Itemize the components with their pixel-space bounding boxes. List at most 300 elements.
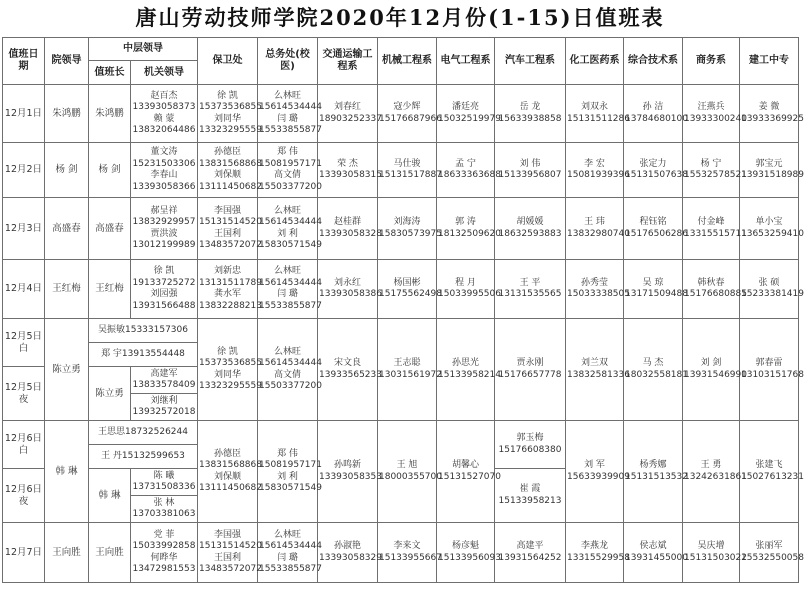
cell-jg [131,85,198,143]
cell-line: 付金峰 [697,217,725,227]
cell-line: 13315515711 [684,228,747,239]
cell-line: 15503377200 [259,181,322,192]
cell-line: 么林旺 [273,205,301,216]
cell-line: 郭春雷 [755,358,783,368]
cell-line: 13393058366 [132,181,196,192]
cell-sw [683,143,747,198]
cell-bw [198,85,262,143]
cell-line: 王 平 [519,277,541,288]
table-row [3,319,799,343]
table-row [3,143,799,198]
cell-dq [437,260,501,319]
cell-jx [378,523,442,583]
cell-line: 刘春红 [333,102,361,112]
cell-hg [566,319,630,421]
cell-line: 15533855877 [259,300,322,311]
cell-line: 15133956093 [438,552,501,563]
cell-line: 15373536855 [199,102,262,112]
cell-line: 15133958213 [498,495,562,506]
cell-line: 15133955667 [379,552,442,563]
cell-line: 赵百杰 [150,90,178,101]
cell-line: 杨国彬 [393,277,421,288]
cell-line: 宋文良 [333,358,361,368]
cell-line: 刘 军 [584,460,605,470]
cell-zbz: 高盛春 [89,198,131,260]
cell-date-day: 12月6日白 [3,421,45,469]
cell-date: 12月7日 [3,523,45,583]
cell-zh [624,421,688,523]
cell-line: 岳 龙 [519,102,541,112]
cell-date: 12月1日 [3,85,45,143]
cell-bw [198,143,262,198]
cell-line: 闫 璐 [277,552,298,563]
cell-dq [437,143,501,198]
cell-line: 高文倩 [273,170,301,180]
cell-zh [624,198,688,260]
cell-line: 13932572018 [132,407,196,417]
cell-line: 13483572072 [199,240,262,250]
cell-line: 13315529958 [567,552,630,563]
cell-jx [378,143,442,198]
header-jiaotong: 交通运输工程系 [318,38,378,85]
cell-jg2 [740,421,804,523]
cell-line: 15614534444 [259,102,322,112]
cell-line: 李 宏 [584,158,605,169]
cell-line: 刘保顺 [213,170,241,180]
cell-line: 15503377200 [259,381,322,391]
cell-dq [437,421,501,523]
cell-jg [131,367,198,394]
cell-line: 陈 曦 [153,470,175,481]
cell-jt [318,260,382,319]
cell-line: 13393058386 [319,289,382,299]
cell-line: 15614534444 [259,358,322,368]
cell-line: 刘海涛 [393,217,421,227]
cell-line: 徐 凯 [217,90,238,101]
cell-qc [495,421,566,469]
cell-line: 13931566488 [132,300,196,311]
cell-line: 刘新忠 [213,266,241,276]
cell-line: 郑 伟 [277,448,298,459]
cell-jt [318,319,382,421]
cell-line: 孙淑艳 [333,541,361,551]
table-row [3,198,799,260]
cell-line: 13933565233 [319,369,382,380]
cell-line: 15032519979 [438,113,501,124]
cell-line: 13653259410 [741,228,804,239]
cell-qc [495,85,566,143]
cell-line: 张 林 [153,497,175,508]
cell-dq [437,523,501,583]
cell-line: 赖 蒙 [153,113,175,124]
table-row [3,85,799,143]
cell-jt [318,143,382,198]
cell-line: 王国利 [213,228,241,239]
cell-line: 闫 璐 [277,289,298,299]
cell-line: 15131503022 [684,552,747,563]
cell-line: 15175562498 [379,289,442,299]
cell-line: 刘兰双 [580,358,608,368]
cell-sw [683,319,747,421]
cell-line: 刘继利 [150,395,178,406]
cell-line: 潘廷亮 [451,102,479,112]
cell-line: 15081957171 [259,460,322,470]
cell-line: 13833578409 [132,380,196,390]
cell-zbz: 王红梅 [89,260,131,319]
header-qiche: 汽车工程系 [495,38,566,85]
cell-line: 13393058315 [319,170,382,180]
cell-line: 王志聪 [393,358,421,368]
cell-qc [495,143,566,198]
cell-line: 13111450682 [199,181,262,192]
cell-line: 19133725272 [132,277,196,288]
cell-jg [131,260,198,319]
cell-zw [258,143,322,198]
cell-line: 董文涛 [150,147,178,157]
cell-line: 15027613231 [741,471,804,482]
table-row [3,260,799,319]
cell-line: 13831568868 [199,158,262,169]
cell-line: 18903252337 [319,113,382,124]
cell-line: 15176506286 [625,228,688,239]
cell-line: 15133956807 [498,170,562,180]
cell-hg [566,523,630,583]
cell-line: 姜 微 [758,102,780,112]
cell-jg [131,469,198,496]
cell-line: 15081957171 [259,158,322,169]
cell-sw [683,198,747,260]
cell-line: 15081939396 [567,170,630,180]
cell-bw [198,260,262,319]
cell-line: 刘 利 [277,228,298,239]
cell-line: 13784680100 [625,113,688,124]
cell-zbz: 王向胜 [89,523,131,583]
cell-line: 么林旺 [273,266,301,276]
cell-line: 13111450682 [199,483,262,493]
cell-jg2 [740,85,804,143]
cell-line: 刘同华 [213,369,241,380]
cell-jg2 [740,260,804,319]
header-shangwu: 商务系 [683,38,740,85]
table-row [3,523,799,583]
cell-line: 荣 杰 [337,158,358,169]
cell-line: 孙德臣 [213,147,241,157]
cell-line: 郭 涛 [455,217,476,227]
cell-line: 18000355700 [379,471,442,482]
cell-line: 刘同华 [213,113,241,124]
cell-line: 13832929957 [132,217,196,227]
cell-line: 张丽军 [755,541,783,551]
cell-jg2 [740,523,804,583]
cell-line: 15633939909 [567,471,630,482]
cell-line: 13012199989 [132,240,196,250]
cell-line: 13933300240 [684,113,747,124]
cell-line: 13031561972 [379,369,442,380]
cell-zh [624,85,688,143]
cell-date-night: 12月6日夜 [3,469,45,523]
cell-line: 13933369925 [741,113,804,124]
cell-line: 13171509488 [625,289,688,299]
cell-line: 郭宝元 [755,158,783,169]
cell-line: 张建飞 [755,460,783,470]
cell-zw [258,319,322,421]
cell-line: 15532550058 [741,552,804,563]
cell-sw [683,421,747,523]
cell-hg [566,85,630,143]
cell-hg [566,421,630,523]
cell-line: 张 硕 [758,277,780,288]
cell-line: 李春山 [150,170,178,180]
cell-line: 13832581336 [567,369,630,380]
cell-line: 孙德臣 [213,448,241,459]
cell-line: 15533855877 [259,564,322,574]
cell-zh [624,523,688,583]
cell-dq [437,85,501,143]
header-dianqi: 电气工程系 [437,38,495,85]
cell-yuan: 陈立勇 [45,319,89,421]
cell-jg2 [740,143,804,198]
cell-line: 单小宝 [755,217,783,227]
cell-jx [378,319,442,421]
cell-sw [683,260,747,319]
cell-yuan: 高盛春 [45,198,89,260]
cell-line: 13131535565 [498,289,562,299]
page-title: 唐山劳动技师学院2020年12月份(1-15)日值班表 [135,5,665,30]
header-huagong: 化工医药系 [566,38,624,85]
cell-line: 李国强 [213,205,241,216]
cell-jg [131,198,198,260]
cell-day-duty: 郑 宇13913554448 [89,343,198,367]
cell-yuan: 王红梅 [45,260,89,319]
cell-yuan: 杨 剑 [45,143,89,198]
cell-date-night: 12月5日夜 [3,367,45,421]
cell-qc [495,319,566,421]
cell-line: 杨 宁 [700,158,722,169]
cell-line: 郭玉梅 [516,433,544,443]
cell-line: 18632593883 [498,228,562,239]
cell-day-duty: 吴振敏15333157306 [89,319,198,343]
cell-sw [683,523,747,583]
cell-line: 13832980740 [567,228,630,239]
cell-line: 李燕龙 [580,541,608,551]
cell-line: 高建军 [150,368,178,379]
cell-date-day: 12月5日白 [3,319,45,367]
cell-line: 15176657778 [498,369,562,380]
cell-dq [437,198,501,260]
cell-bw [198,523,262,583]
header-row-1 [3,38,799,61]
cell-line: 孙思光 [451,358,479,368]
header-zhibanzhang: 值班长 [89,61,131,85]
cell-line: 15233381419 [741,289,804,299]
cell-line: 孟 宁 [455,158,476,169]
header-baowei: 保卫处 [198,38,258,85]
cell-line: 15033995506 [438,289,501,299]
cell-line: 15830571549 [259,240,322,250]
cell-line: 刘园强 [150,289,178,299]
cell-line: 徐 凯 [217,346,238,357]
cell-line: 15131513532 [625,471,688,482]
cell-zbz: 朱鸿鹏 [89,85,131,143]
cell-line: 13103151768 [741,369,804,380]
cell-line: 15131507638 [625,170,688,180]
cell-line: 胡馨心 [451,460,479,470]
cell-jt [318,85,382,143]
cell-date: 12月2日 [3,143,45,198]
cell-line: 王 旭 [396,460,418,470]
cell-line: 13931546990 [684,369,747,380]
cell-line: 么林旺 [273,346,301,357]
cell-line: 15614534444 [259,217,322,227]
header-yuan: 院领导 [45,38,89,85]
cell-zw [258,198,322,260]
cell-line: 15131511286 [567,113,630,124]
cell-line: 15033338505 [567,289,630,299]
cell-line: 王 勇 [700,460,722,470]
cell-line: 13832064486 [132,125,196,135]
cell-line: 15614534444 [259,277,322,288]
cell-line: 闫 璐 [277,113,298,124]
header-jixie: 机械工程系 [378,38,437,85]
header-zhongceng: 中层领导 [89,38,198,61]
cell-line: 孙鸣新 [333,460,361,470]
cell-line: 13931564252 [498,552,562,563]
cell-line: 13242631861 [684,471,747,482]
cell-jg2 [740,198,804,260]
cell-line: 15533855877 [259,125,322,135]
header-jiangong: 建工中专 [740,38,799,85]
cell-jx [378,260,442,319]
cell-line: 崔 霞 [519,484,541,494]
cell-zh [624,319,688,421]
duty-table [2,37,804,583]
cell-line: 13931455000 [625,552,688,563]
cell-line: 胡媛媛 [516,217,544,227]
cell-line: 王 玮 [584,217,605,227]
cell-line: 刘 利 [277,471,298,482]
cell-line: 15131517887 [379,170,442,180]
cell-line: 程 月 [455,277,476,288]
cell-line: 15131514520 [199,541,262,551]
cell-line: 15176680885 [684,289,747,299]
cell-line: 王国利 [213,552,241,563]
cell-line: 党 菲 [153,529,175,540]
cell-line: 张定力 [639,158,667,169]
cell-line: 15532578521 [684,170,747,180]
cell-line: 13483572072 [199,564,262,574]
cell-line: 李国强 [213,529,241,540]
cell-line: 15131527070 [438,471,501,482]
cell-jg [131,523,198,583]
cell-line: 孙 洁 [642,102,664,112]
table-row [3,421,799,445]
cell-line: 么林旺 [273,90,301,101]
cell-line: 李来文 [393,541,421,551]
cell-line: 13131511789 [199,277,262,288]
cell-line: 高文倩 [273,369,301,380]
cell-qc [495,523,566,583]
cell-zw [258,523,322,583]
cell-line: 汪燕兵 [697,102,725,112]
cell-jg2 [740,319,804,421]
cell-qc [495,198,566,260]
cell-bw [198,319,262,421]
cell-line: 13832288213 [199,300,262,311]
cell-line: 15614534444 [259,541,322,551]
cell-line: 13931518989 [741,170,804,180]
cell-zbz: 杨 剑 [89,143,131,198]
cell-line: 杨秀娜 [639,460,667,470]
cell-zbz: 陈立勇 [89,367,131,421]
cell-line: 13323295559 [199,125,262,135]
cell-line: 何晔华 [150,552,178,563]
cell-yuan: 王向胜 [45,523,89,583]
cell-line: 13393058373 [132,102,196,112]
cell-line: 龚水军 [213,289,241,299]
cell-line: 郝呈祥 [150,205,178,216]
cell-jg [131,496,198,523]
cell-line: 么林旺 [273,529,301,540]
header-zonghe: 综合技术系 [624,38,683,85]
cell-line: 孙秀莹 [580,277,608,288]
cell-line: 吴庆增 [697,541,725,551]
cell-line: 高建平 [516,541,544,551]
cell-line: 15176687966 [379,113,442,124]
cell-jt [318,523,382,583]
cell-day-duty: 王 丹15132599653 [89,445,198,469]
cell-sw [683,85,747,143]
cell-date: 12月4日 [3,260,45,319]
cell-line: 15830571549 [259,483,322,493]
cell-line: 侯志斌 [639,541,667,551]
cell-line: 15830573975 [379,228,442,239]
cell-bw [198,421,262,523]
cell-jt [318,198,382,260]
cell-jx [378,85,442,143]
cell-zw [258,421,322,523]
cell-line: 刘双永 [580,102,608,112]
cell-line: 马 杰 [642,358,664,368]
cell-line: 程钰铭 [639,217,667,227]
cell-line: 13703381063 [132,509,196,519]
cell-jg [131,143,198,198]
cell-line: 15633938858 [498,113,562,124]
cell-line: 13472981553 [132,564,196,574]
cell-line: 15373536855 [199,358,262,368]
cell-zh [624,260,688,319]
cell-line: 18633363688 [438,170,501,180]
cell-line: 刘保顺 [213,471,241,482]
cell-jg [131,394,198,421]
cell-zw [258,260,322,319]
header-date: 值班日期 [3,38,45,85]
cell-line: 13323295559 [199,381,262,391]
cell-line: 寇少辉 [393,102,421,112]
cell-jx [378,421,442,523]
cell-line: 韩秋春 [697,277,725,288]
cell-line: 18132509620 [438,228,501,239]
cell-bw [198,198,262,260]
cell-line: 郑 伟 [277,147,298,157]
cell-yuan: 朱鸿鹏 [45,85,89,143]
cell-line: 刘 剑 [700,358,722,368]
cell-hg [566,198,630,260]
cell-zw [258,85,322,143]
cell-jx [378,198,442,260]
header-zongwu: 总务处(校医) [258,38,318,85]
cell-qc [495,260,566,319]
cell-line: 13393058328 [319,228,382,239]
